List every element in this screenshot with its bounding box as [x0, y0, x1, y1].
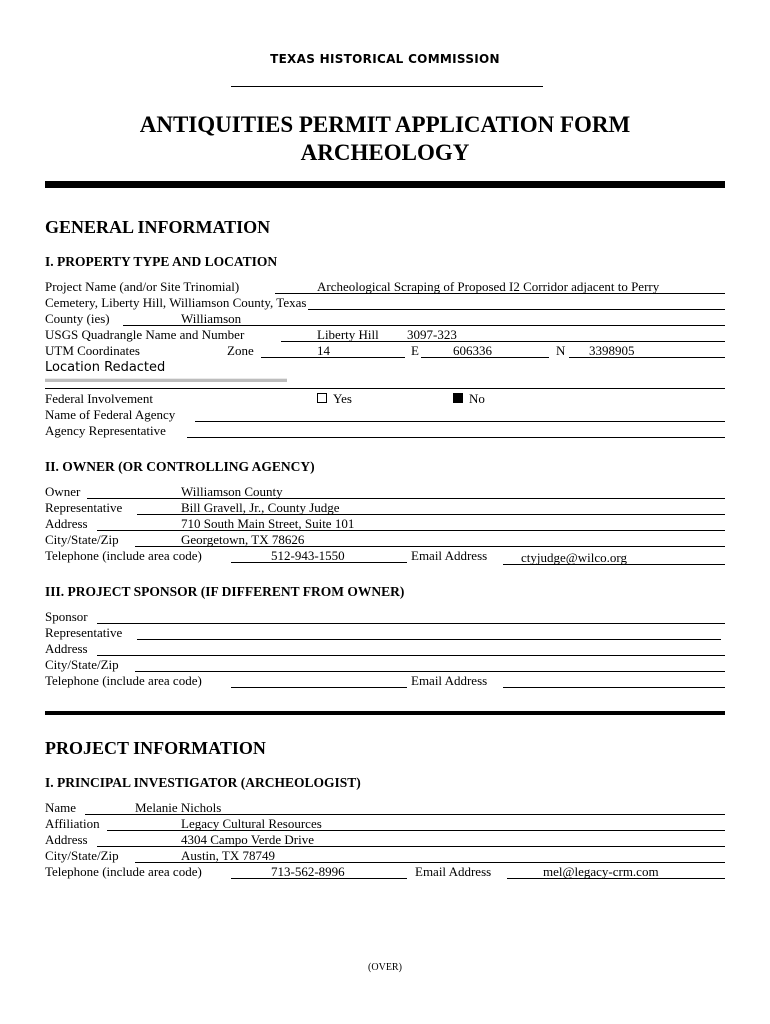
owner-rep-row — [45, 500, 725, 516]
sponsor-city-field[interactable] — [137, 657, 723, 673]
county-label: County (ies) — [45, 311, 110, 326]
sponsor-phone-field[interactable] — [233, 673, 405, 689]
county-row — [45, 311, 725, 327]
sponsor-field[interactable] — [99, 609, 723, 625]
zone-line — [261, 357, 405, 358]
sponsor-email-field[interactable] — [505, 673, 723, 689]
pi-name-label: Name — [45, 800, 77, 815]
checkbox-empty-icon — [317, 393, 327, 403]
location-redacted-text: Location Redacted — [45, 360, 166, 375]
county-field[interactable]: Williamson — [181, 311, 242, 326]
pi-city-label: City/State/Zip — [45, 848, 119, 863]
pi-phone-field[interactable]: 713-562-8996 — [271, 864, 345, 879]
federal-no-label: No — [469, 391, 485, 406]
owner-city-row — [45, 532, 725, 548]
redacted-line — [45, 388, 725, 389]
sponsor-section-heading: III. PROJECT SPONSOR (IF DIFFERENT FROM OWNER) — [45, 584, 405, 599]
project-name-row-2 — [45, 295, 725, 311]
agency-rep-label: Agency Representative — [45, 423, 166, 438]
pi-phone-row — [45, 864, 725, 880]
section-divider — [45, 711, 725, 715]
pi-city-row — [45, 848, 725, 864]
pi-address-row — [45, 832, 725, 848]
federal-involvement-row — [45, 391, 725, 407]
pi-section-heading: I. PRINCIPAL INVESTIGATOR (ARCHEOLOGIST) — [45, 775, 361, 790]
general-information-heading: GENERAL INFORMATION — [45, 217, 271, 237]
sponsor-label: Sponsor — [45, 609, 88, 624]
form-title-line1: ANTIQUITIES PERMIT APPLICATION FORM — [139, 112, 631, 137]
sponsor-rep-label: Representative — [45, 625, 123, 640]
header-divider — [45, 181, 725, 188]
federal-no-option[interactable] — [453, 391, 485, 407]
pi-address-field[interactable]: 4304 Campo Verde Drive — [181, 832, 314, 847]
project-information-heading: PROJECT INFORMATION — [45, 738, 266, 758]
owner-row — [45, 484, 725, 500]
zone-field[interactable]: 14 — [317, 343, 330, 358]
agency-rep-row — [45, 423, 725, 439]
owner-email-field[interactable]: ctyjudge@wilco.org — [521, 550, 627, 565]
sponsor-email-label: Email Address — [411, 673, 488, 688]
pi-phone-label: Telephone (include area code) — [45, 864, 202, 879]
owner-label: Owner — [45, 484, 81, 499]
owner-email-label: Email Address — [411, 548, 488, 563]
federal-agency-field[interactable] — [197, 407, 723, 423]
pi-affiliation-label: Affiliation — [45, 816, 100, 831]
n-label: N — [556, 343, 566, 358]
sponsor-city-label: City/State/Zip — [45, 657, 119, 672]
owner-rep-field[interactable]: Bill Gravell, Jr., County Judge — [181, 500, 340, 515]
usgs-name-field[interactable]: Liberty Hill — [317, 327, 379, 342]
utm-label: UTM Coordinates — [45, 343, 140, 358]
owner-field[interactable]: Williamson County — [181, 484, 283, 499]
n-field[interactable]: 3398905 — [589, 343, 635, 358]
federal-agency-label: Name of Federal Agency — [45, 407, 176, 422]
owner-address-row — [45, 516, 725, 532]
project-name-row — [45, 279, 725, 295]
over-page-note: (OVER) — [368, 962, 402, 973]
sponsor-phone-row — [45, 673, 725, 689]
agency-name: TEXAS HISTORICAL COMMISSION — [270, 52, 500, 66]
owner-section-heading: II. OWNER (OR CONTROLLING AGENCY) — [45, 459, 315, 474]
property-section-heading: I. PROPERTY TYPE AND LOCATION — [45, 254, 278, 269]
federal-involvement-label: Federal Involvement — [45, 391, 153, 406]
owner-address-label: Address — [45, 516, 88, 531]
usgs-number-field[interactable]: 3097-323 — [407, 327, 457, 342]
sponsor-address-label: Address — [45, 641, 88, 656]
pi-email-label: Email Address — [415, 864, 492, 879]
pi-address-label: Address — [45, 832, 88, 847]
agency-rep-field[interactable] — [189, 423, 723, 439]
federal-yes-option[interactable] — [317, 391, 352, 407]
owner-city-label: City/State/Zip — [45, 532, 119, 547]
federal-yes-label: Yes — [333, 391, 352, 406]
pi-affiliation-field[interactable]: Legacy Cultural Resources — [181, 816, 322, 831]
sponsor-row — [45, 609, 725, 625]
agency-rule — [231, 86, 543, 87]
sponsor-city-row — [45, 657, 725, 673]
project-name-field-continued[interactable]: Cemetery, Liberty Hill, Williamson County, Texas — [45, 295, 307, 310]
owner-phone-label: Telephone (include area code) — [45, 548, 202, 563]
usgs-label: USGS Quadrangle Name and Number — [45, 327, 245, 342]
pi-name-field[interactable]: Melanie Nichols — [135, 800, 222, 815]
sponsor-address-row — [45, 641, 725, 657]
sponsor-phone-label: Telephone (include area code) — [45, 673, 202, 688]
pi-email-field[interactable]: mel@legacy-crm.com — [543, 864, 659, 879]
usgs-row — [45, 327, 725, 343]
redacted-text-remnant: ▬▬▬▬▬▬▬▬▬▬▬▬▬▬▬▬▬▬▬▬▬▬ — [45, 376, 287, 382]
e-label: E — [411, 343, 419, 358]
zone-label: Zone — [227, 343, 254, 358]
owner-address-field[interactable]: 710 South Main Street, Suite 101 — [181, 516, 355, 531]
pi-name-row — [45, 800, 725, 816]
sponsor-rep-row — [45, 625, 725, 641]
utm-row — [45, 343, 725, 359]
owner-rep-label: Representative — [45, 500, 123, 515]
project-name-field[interactable]: Archeological Scraping of Proposed I2 Corridor adjacent to Perry — [317, 279, 660, 294]
federal-agency-row — [45, 407, 725, 423]
sponsor-address-field[interactable] — [99, 641, 723, 657]
owner-city-field[interactable]: Georgetown, TX 78626 — [181, 532, 305, 547]
e-field[interactable]: 606336 — [453, 343, 492, 358]
form-title-line2: ARCHEOLOGY — [300, 140, 470, 165]
pi-city-field[interactable]: Austin, TX 78749 — [181, 848, 276, 863]
owner-phone-row — [45, 548, 725, 564]
sponsor-rep-field[interactable] — [139, 625, 719, 641]
checkbox-filled-icon — [453, 393, 463, 403]
owner-phone-field[interactable]: 512-943-1550 — [271, 548, 345, 563]
project-name-label: Project Name (and/or Site Trinomial) — [45, 279, 240, 294]
pi-affiliation-row — [45, 816, 725, 832]
